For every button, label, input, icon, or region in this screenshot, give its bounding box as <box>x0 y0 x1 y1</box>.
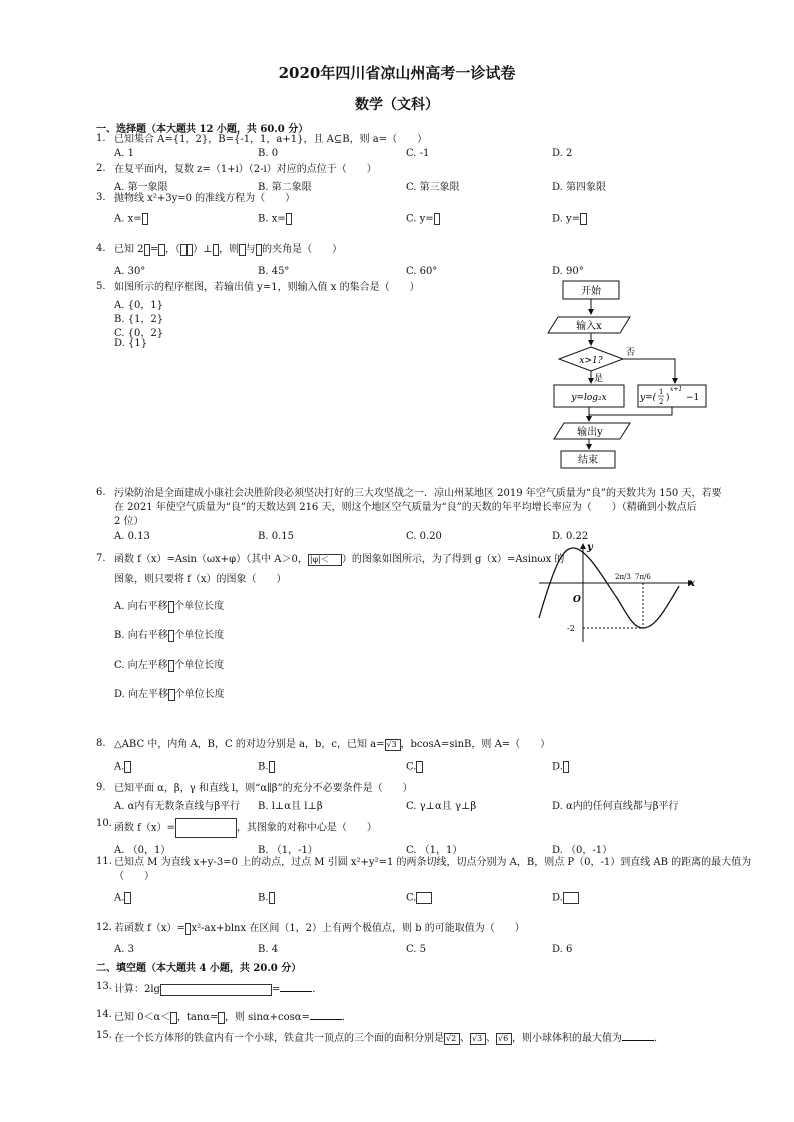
q1-option-c: C. -1 <box>406 148 430 159</box>
flow-merge-line <box>589 407 672 415</box>
exam-title: 2020年四川省凉山州高考一诊试卷 <box>278 64 516 82</box>
q5-option-d: D. {1} <box>114 338 148 349</box>
q1-option-a: A. 1 <box>114 148 134 159</box>
q5-option-b: B. {1，2} <box>114 314 164 325</box>
q12-option-d: D. 6 <box>552 944 573 955</box>
q3-option-a: A. x= <box>114 213 148 225</box>
q11-number: 11. <box>96 856 112 867</box>
q3-option-d: D. y= <box>552 213 587 225</box>
q8-stem: △ABC 中，内角 A，B，C 的对边分别是 a，b，c，已知 a= √3 ，bcosA=sinB，则 A=（ ） <box>114 739 551 750</box>
q9-option-b: B. l⊥α且 l⊥β <box>258 801 323 812</box>
fraction-image <box>269 761 276 773</box>
q6-option-a: A. 0.13 <box>114 531 150 542</box>
q1-option-b: B. 0 <box>258 148 279 159</box>
fraction-image <box>580 213 587 225</box>
flow-yes-text: y=log₂x <box>571 393 607 403</box>
q11-option-b: B. <box>258 892 275 904</box>
q8-option-c: C. <box>406 761 423 773</box>
q11-stem-line2: （ ） <box>114 871 154 882</box>
q13-stem: 计算：2lg = ． <box>114 981 322 996</box>
q7-stem-line1: 函数 f（x）=Asin（ωx+φ）（其中 A＞0， |φ|＜ ）的图象如图所示，为了得到 g（x）=Asinωx 的 <box>114 554 565 565</box>
flow-end-text: 结束 <box>578 455 598 466</box>
q4-option-d: D. 90° <box>552 266 584 277</box>
q12-option-b: B. 4 <box>258 944 279 955</box>
flow-no-text-b: ) <box>666 393 670 403</box>
q4-stem: 已知 2 = ，（ ）⊥ ，则 与 的夹角是（ ） <box>114 244 343 255</box>
q10-option-c: C. （1，1） <box>406 845 463 856</box>
q4-option-b: B. 45° <box>258 266 290 277</box>
q6-stem-line1: 污染防治是全面建成小康社会决胜阶段必须坚决打好的三大攻坚战之一．凉山州某地区 2019 年空气质量为“良”的天数共为 150 天，若要 <box>114 488 722 499</box>
q10-number: 10. <box>96 818 112 829</box>
q12-option-a: A. 3 <box>114 944 134 955</box>
x-axis-label: x <box>689 578 695 589</box>
q1-number: 1. <box>96 133 106 144</box>
y-min-label: -2 <box>567 624 575 633</box>
origin-label: O <box>573 595 581 605</box>
exam-subtitle: 数学（文科） <box>355 97 439 113</box>
q4-option-a: A. 30° <box>114 266 146 277</box>
q5-stem: 如图所示的程序框图，若输出值 y=1，则输入值 x 的集合是（ ） <box>114 282 420 293</box>
flow-input-text: 输入x <box>576 321 602 332</box>
q12-option-c: C. 5 <box>406 944 427 955</box>
fraction-image <box>286 213 293 225</box>
q9-option-c: C. γ⊥α且 γ⊥β <box>406 801 477 812</box>
tick-7pi6: 7π/6 <box>635 573 651 581</box>
q8-number: 8. <box>96 738 106 749</box>
q9-stem: 已知平面 α，β，γ 和直线 l，则“α∥β”的充分不必要条件是（ ） <box>114 783 413 794</box>
vector-image <box>144 244 151 256</box>
fraction-image <box>434 213 441 225</box>
q1-option-d: D. 2 <box>552 148 573 159</box>
q9-option-d: D. α内的任何直线都与β平行 <box>552 801 679 812</box>
q6-option-c: C. 0.20 <box>406 531 442 542</box>
fraction-image <box>124 761 131 773</box>
q10-option-d: D. （0，-1） <box>552 845 613 856</box>
q2-option-a: A. 第一象限 <box>114 182 168 193</box>
fraction-image <box>563 761 570 773</box>
formula-image <box>175 818 237 838</box>
q7-option-b: B. 向右平移 个单位长度 <box>114 630 225 641</box>
q11-option-d: D. <box>552 892 579 904</box>
q4-option-c: C. 60° <box>406 266 438 277</box>
q2-option-c: C. 第三象限 <box>406 182 460 193</box>
flow-no-exponent: x+1 <box>670 386 683 393</box>
q10-stem: 函数 f（x）= ，其图象的对称中心是（ ） <box>114 818 377 838</box>
tick-2pi3: 2π/3 <box>615 573 631 581</box>
q1-stem: 已知集合 A={1，2}，B={-1，1，a+1}，且 A⊆B，则 a=（ ） <box>114 134 428 145</box>
q7-stem-line2: 图象，则只要将 f（x）的图象（ ） <box>114 574 287 585</box>
q5-option-c: C. {0，2} <box>114 328 164 339</box>
q8-option-b: B. <box>258 761 275 773</box>
flow-no-text-a: y=( <box>640 393 657 403</box>
fraction-image <box>416 892 432 904</box>
section-fill-heading: 二、填空题（本大题共 4 小题，共 20.0 分） <box>96 963 302 974</box>
sqrt-image: √6 <box>496 1033 512 1045</box>
answer-blank[interactable] <box>280 981 312 992</box>
q7-option-d: D. 向左平移 个单位长度 <box>114 689 225 700</box>
q5-number: 5. <box>96 281 106 292</box>
q4-number: 4. <box>96 243 106 254</box>
section-choice-heading: 一、选择题（本大题共 12 小题，共 60.0 分） <box>96 124 309 135</box>
q6-number: 6. <box>96 487 106 498</box>
flow-no-fraction-num: 1 <box>659 388 664 396</box>
fraction-image <box>269 892 276 904</box>
q2-option-d: D. 第四象限 <box>552 182 607 193</box>
formula-image <box>160 984 272 996</box>
fraction-image <box>416 761 423 773</box>
q15-number: 15. <box>96 1030 112 1041</box>
sine-graph <box>535 538 705 646</box>
q15-stem: 在一个长方体形的铁盒内有一个小球，铁盒共一顶点的三个面的面积分别是 √2 、 √3 、 √6 ，则小球体积的最大值为 ． <box>114 1030 664 1045</box>
flow-output-text: 输出y <box>577 427 603 438</box>
q6-stem-line3: 2 位） <box>114 516 144 527</box>
q6-option-b: B. 0.15 <box>258 531 294 542</box>
sqrt-image: √3 <box>385 739 401 751</box>
q11-option-c: C. <box>406 892 432 904</box>
flow-yes-label: 是 <box>594 374 604 384</box>
q14-number: 14. <box>96 1009 112 1020</box>
q3-option-c: C. y= <box>406 213 440 225</box>
q3-number: 3. <box>96 192 106 203</box>
q2-stem: 在复平面内，复数 z=（1+i）（2-i）对应的点位于（ ） <box>114 164 377 175</box>
program-flowchart <box>540 275 710 470</box>
fraction-image <box>563 892 579 904</box>
q12-number: 12. <box>96 922 112 933</box>
answer-blank[interactable] <box>310 1009 342 1020</box>
q8-option-a: A. <box>114 761 131 773</box>
q10-option-b: B. （1，-1） <box>258 845 318 856</box>
q2-number: 2. <box>96 163 106 174</box>
q6-option-d: D. 0.22 <box>552 531 589 542</box>
q5-option-a: A. {0，1} <box>114 300 164 311</box>
flow-no-text-c: −1 <box>686 393 700 403</box>
flow-arrow <box>623 359 675 383</box>
q7-option-a: A. 向右平移 个单位长度 <box>114 601 225 612</box>
q12-stem: 若函数 f（x）= x²-ax+blnx 在区间（1，2）上有两个极值点，则 b 的可能取值为（ ） <box>114 923 525 934</box>
flow-condition-text: x>1? <box>579 356 603 366</box>
q14-stem: 已知 0＜α＜ ，tanα= ，则 sinα+cosα= ． <box>114 1009 352 1024</box>
q6-stem-line2: 在 2021 年使空气质量为“良”的天数达到 216 天，则这个地区空气质量为“良”的天数的年平均增长率应为（ ）（精确到小数点后 <box>114 502 697 513</box>
flow-no-label: 否 <box>626 348 636 358</box>
q10-option-a: A. （0，1） <box>114 845 171 856</box>
q9-number: 9. <box>96 782 106 793</box>
q7-number: 7. <box>96 553 106 564</box>
fraction-image <box>124 892 131 904</box>
sine-curve <box>539 548 679 628</box>
q13-number: 13. <box>96 981 112 992</box>
q3-stem: 抛物线 x²+3y=0 的准线方程为（ ） <box>114 193 296 204</box>
q8-option-d: D. <box>552 761 569 773</box>
q3-option-b: B. x= <box>258 213 292 225</box>
flow-no-fraction-den: 2 <box>659 398 664 406</box>
phase-condition-image: |φ|＜ <box>308 554 342 566</box>
fraction-image <box>142 213 149 225</box>
q7-option-c: C. 向左平移 个单位长度 <box>114 660 225 671</box>
q11-stem-line1: 已知点 M 为直线 x+y-3=0 上的动点，过点 M 引圆 x²+y²=1 的两条切线，切点分别为 A，B，则点 P（0，-1）到直线 AB 的距离的最大值为 <box>114 857 752 868</box>
flow-start-text: 开始 <box>581 286 601 297</box>
answer-blank[interactable] <box>622 1030 654 1041</box>
sqrt-image: √3 <box>470 1033 486 1045</box>
sqrt-image: √2 <box>444 1033 460 1045</box>
y-axis-label: y <box>587 542 593 553</box>
q2-option-b: B. 第二象限 <box>258 182 312 193</box>
q9-option-a: A. α内有无数条直线与β平行 <box>114 801 241 812</box>
q11-option-a: A. <box>114 892 131 904</box>
